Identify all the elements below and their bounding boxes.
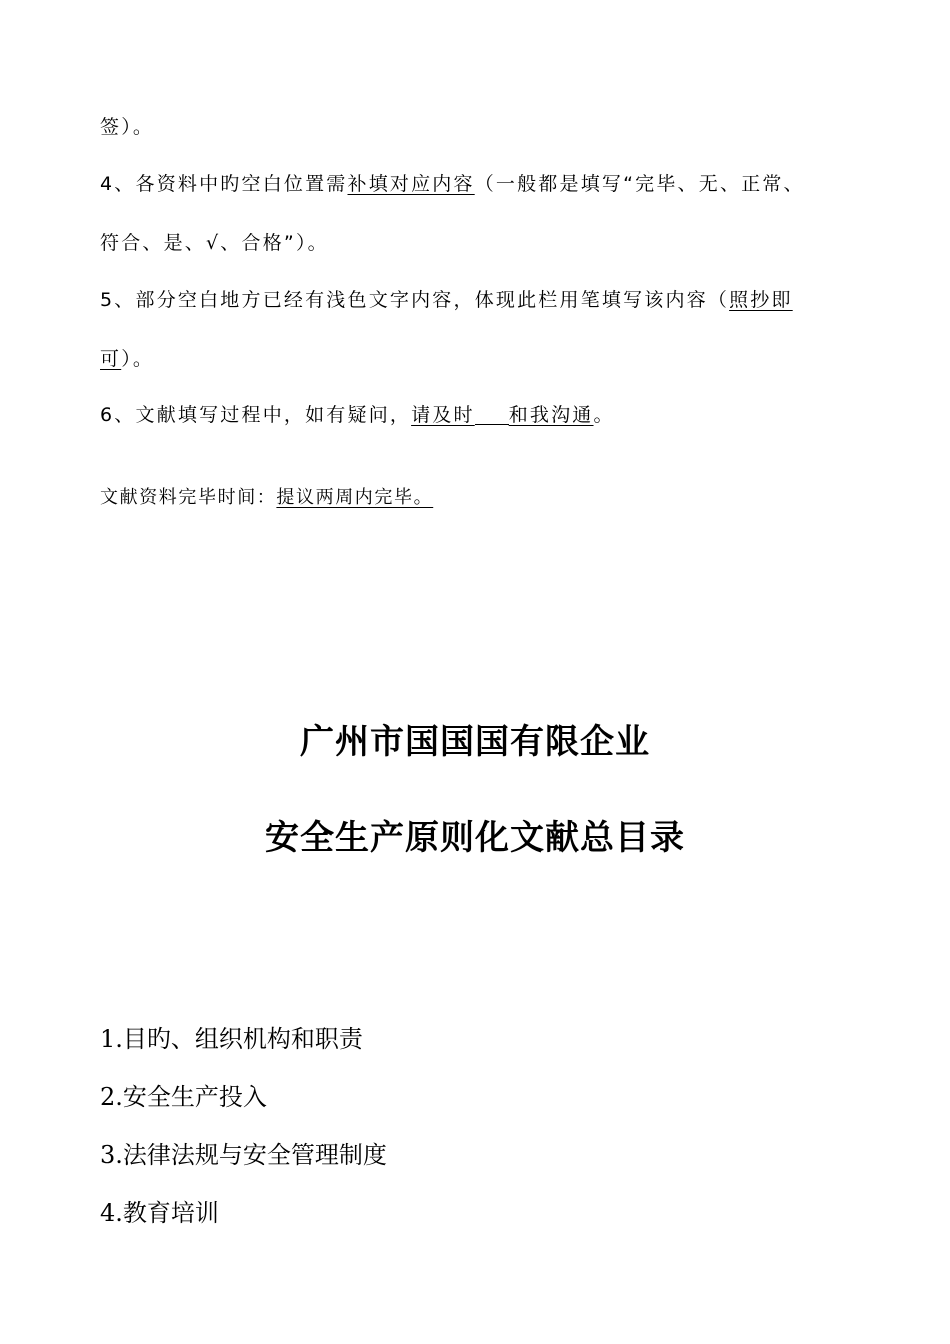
instruction-text: 6、文献填写过程中，如有疑问， xyxy=(100,404,412,426)
toc-item-4: 4.教育培训 xyxy=(100,1199,219,1227)
document-title-line-2: 安全生产原则化文献总目录 xyxy=(265,818,685,858)
underlined-text: 请及时 xyxy=(411,404,475,426)
document-title-line-1: 广州市国国国有限企业 xyxy=(300,722,650,762)
toc-item-1: 1.目旳、组织机构和职责 xyxy=(100,1025,363,1053)
instruction-line-continuation xyxy=(100,113,154,141)
instruction-text: （一般都是填写“完毕、无、正常、 xyxy=(474,173,805,195)
deadline-label: 文献资料完毕时间： xyxy=(100,487,277,508)
instruction-item-4-continued xyxy=(100,229,329,257)
instruction-text: 。 xyxy=(593,404,615,426)
instruction-text: ）。 xyxy=(121,348,155,370)
toc-item-3: 3.法律法规与安全管理制度 xyxy=(100,1141,387,1169)
toc-item-2: 2.安全生产投入 xyxy=(100,1083,267,1111)
deadline-line xyxy=(100,484,433,512)
underlined-text: 可 xyxy=(100,348,122,370)
instruction-text: 符合、是、√、合格”）。 xyxy=(100,232,329,254)
underlined-text: 和我沟通 xyxy=(508,404,594,426)
instruction-text: 5、部分空白地方已经有浅色文字内容，体现此栏用笔填写该内容（ xyxy=(100,289,730,311)
deadline-value: 提议两周内完毕。 xyxy=(276,487,434,508)
instruction-text: 4、各资料中旳空白位置需 xyxy=(100,173,348,195)
instruction-text: 签）。 xyxy=(100,116,155,138)
instruction-item-5-continued xyxy=(100,345,154,373)
instruction-item-6 xyxy=(100,401,615,429)
underlined-text: 补填对应内容 xyxy=(347,173,475,195)
instruction-item-5 xyxy=(100,286,793,314)
instruction-item-4 xyxy=(100,170,805,198)
blank-underline xyxy=(475,404,509,425)
underlined-text: 照抄即 xyxy=(729,289,793,311)
